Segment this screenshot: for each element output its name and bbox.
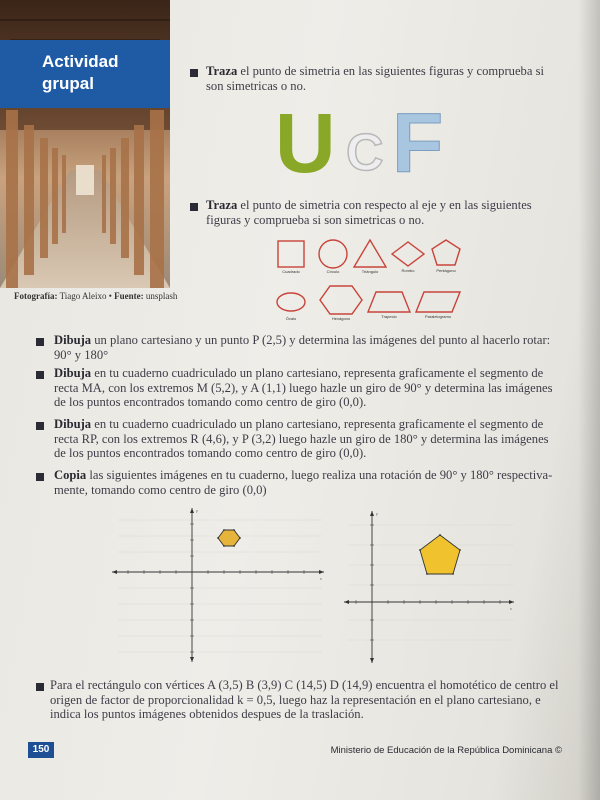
activity-1-verb: Traza	[206, 64, 238, 78]
caption-separator: •	[108, 291, 112, 301]
task-4-body: las siguientes imágenes en tu cuaderno, luego realiza una rotación de 90° y 180° respectiva-mente, tomando como centro de giro (0,0)	[54, 468, 553, 497]
shape-label: Rombo	[401, 268, 415, 273]
letter-f: F	[392, 104, 444, 176]
axis-y-label: y	[196, 509, 198, 513]
shape-label: Triángulo	[361, 269, 379, 274]
photo-caption	[14, 291, 177, 301]
letters-figure	[270, 104, 470, 176]
bullet-square-icon	[36, 371, 44, 379]
oval-shape	[277, 293, 305, 311]
task-4-verb: Copia	[54, 468, 87, 482]
letter-u: U	[275, 104, 336, 176]
bullet-square-icon	[36, 473, 44, 481]
task-1-body: un plano cartesiano y un punto P (2,5) y determina las imágenes del punto al hacerlo rotar: 90° y 180°	[54, 333, 551, 362]
task-3-body: en tu cuaderno cuadriculado un plano cartesiano, representa graficamente el segmento de recta RP, con los extremos R (4,6), y P (3,2) luego hazle un giro de 180° y determina las imágenes de los puntos encontrados tomando como centro de giro (0,0).	[54, 417, 549, 460]
shape-label: Cuadrado	[282, 269, 300, 274]
activity-1-text	[206, 64, 556, 93]
axis-x-label: x	[320, 577, 322, 581]
square-shape	[278, 241, 304, 267]
task-4-text	[54, 468, 558, 497]
axis-y-label: y	[376, 512, 378, 516]
page-number: 150	[28, 742, 54, 758]
trapezoid-shape	[368, 292, 410, 312]
bullet-square-icon	[190, 69, 198, 77]
task-1-text	[54, 333, 558, 362]
task-2-body: en tu cuaderno cuadriculado un plano cartesiano, representa graficamente el segmento de recta MA, con los extremos M (5,2), y A (1,1) luego hazle un giro de 90° y determina las imágenes de los puntos encontrados tomando como centro de giro (0,0).	[54, 366, 553, 409]
cartesian-plane-hexagon	[108, 500, 330, 670]
triangle-shape	[354, 240, 386, 267]
hexagon-shape	[320, 286, 362, 314]
shape-label: Paralelogramo	[424, 314, 452, 319]
task-2-text	[54, 366, 558, 410]
task-3-verb: Dibuja	[54, 417, 92, 431]
cartesian-plane-pentagon	[340, 505, 520, 670]
activity-2-text	[206, 198, 556, 227]
activity-title-box	[0, 40, 170, 108]
parallelogram-shape	[416, 292, 460, 312]
hexagon-figure	[218, 530, 240, 546]
task-2-verb: Dibuja	[54, 366, 92, 380]
shape-label: Círculo	[326, 269, 340, 274]
activity-2-body: el punto de simetria con respecto al eje y en las siguientes figuras y comprueba si son simetricas o no.	[206, 198, 532, 227]
title-line-2: grupal	[42, 74, 94, 93]
publisher-credit: Ministerio de Educación de la República Dominicana ©	[330, 745, 562, 756]
caption-source: unsplash	[145, 291, 178, 301]
rhombus-shape	[392, 242, 424, 266]
caption-label: Fotografía:	[14, 291, 58, 301]
bullet-square-icon	[36, 338, 44, 346]
geometric-shapes-figure	[272, 232, 472, 324]
caption-source-label: Fuente:	[114, 291, 144, 301]
final-task-text: Para el rectángulo con vértices A (3,5) B (3,9) C (14,5) D (14,9) encuentra el homotético de centro el origen de factor de proporcionalidad k = 0,5, luego haz la representación en el plano cartesiano, e indica los puntos imágenes obtenidos despues de la traslación.	[50, 678, 559, 721]
shape-label: Óvalo	[285, 316, 297, 321]
letter-c: C	[346, 124, 384, 176]
pentagon-figure	[420, 535, 460, 574]
axis-x-label: x	[510, 607, 512, 611]
page-shadow-edge	[578, 0, 600, 800]
bullet-square-icon	[36, 422, 44, 430]
bullet-square-icon	[190, 203, 198, 211]
shape-label: Hexágono	[331, 316, 351, 321]
title-line-1: Actividad	[42, 52, 119, 71]
bullet-square-icon	[36, 683, 44, 691]
shape-label: Pentágono	[436, 268, 456, 273]
circle-shape	[319, 240, 347, 268]
activity-1-body: el punto de simetria en las siguientes figuras y comprueba si son simetricas o no.	[206, 64, 544, 93]
task-1-verb: Dibuja	[54, 333, 92, 347]
task-3-text	[54, 417, 558, 461]
activity-2-verb: Traza	[206, 198, 238, 212]
caption-author: Tiago Aleixo	[59, 291, 107, 301]
shape-label: Trapecio	[381, 314, 397, 319]
pentagon-shape	[432, 240, 460, 265]
